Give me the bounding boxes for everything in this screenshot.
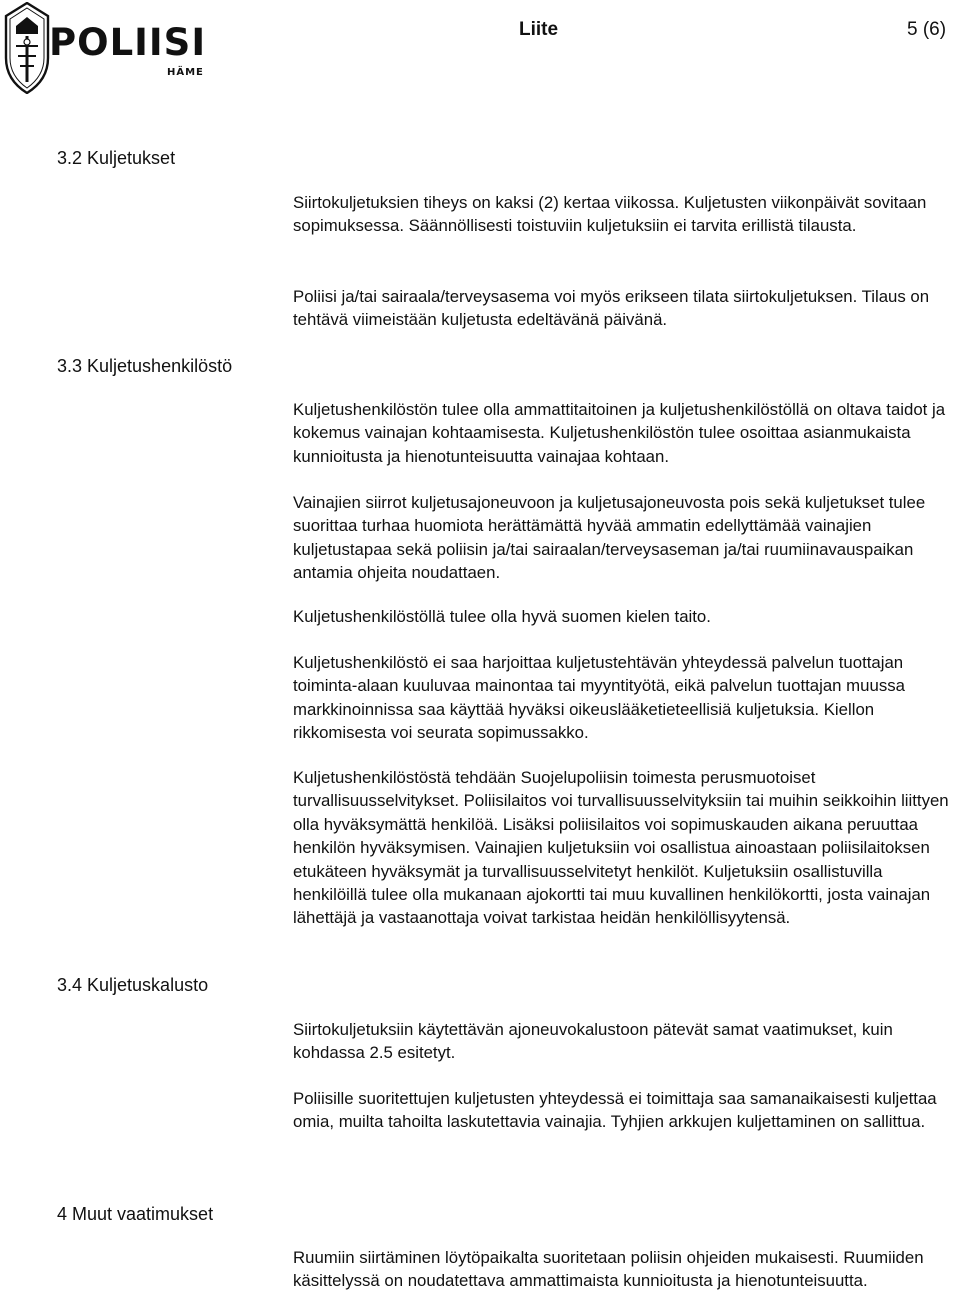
section-heading-3-3: 3.3 Kuljetushenkilöstö	[57, 356, 233, 376]
section-heading-3-2: 3.2 Kuljetukset	[57, 148, 176, 168]
section-heading-3-4: 3.4 Kuljetuskalusto	[57, 975, 209, 995]
section-3-3-paragraph: Kuljetushenkilöstöstä tehdään Suojelupoliisin toimesta perusmuotoiset turvallisuusselvitykset. Poliisilaitos voi turvallisuusselvityksiin tai muihin seikkoihin liittyen olla hyväksymättä henkilöä. Lisäksi poliisilaitos voi sopimuskauden aikana peruuttaa henkilön hyväksymisen. Vainajien kuljetuksiin voi osallistua ainoastaan poliisilaitoksen etukäteen hyväksymät ja turvallisuusselvitetyt henkilöt. Kuljetuksiin osallistuvilla henkilöillä tulee olla mukanaan ajokortti tai muu kuvallinen henkilökortti, josta vainajan lähettäjä ja vastaanottaja voivat tarkistaa heidän henkilöllisyytensä.	[293, 768, 949, 928]
poliisi-logo	[4, 2, 210, 94]
section-3-3-paragraph: Vainajien siirrot kuljetusajoneuvoon ja kuljetusajoneuvosta pois sekä kuljetukset tulee suorittaa turhaa huomiota herättämättä hyvää ammatin edellyttämää vainajien kuljetustapaa sekä poliisin ja/tai sairaalan/terveysaseman ja/tai ruumiinavauspaikan antamia ohjeita noudattaen.	[293, 493, 926, 583]
section-3-2-paragraph: Poliisi ja/tai sairaala/terveysasema voi myös erikseen tilata siirtokuljetuksen. Tilaus on tehtävä viimeistään kuljetusta edeltävänä päivänä.	[293, 287, 930, 330]
section-3-4-paragraph: Siirtokuljetuksiin käytettävän ajoneuvokalustoon pätevät samat vaatimukset, kuin kohdassa 2.5 esitetyt.	[293, 1020, 893, 1063]
document-type: Liite	[519, 19, 559, 40]
section-4-paragraph: Ruumiin siirtäminen löytöpaikalta suoritetaan poliisin ohjeiden mukaisesti. Ruumiiden käsittelyssä on noudatettava ammattimaista kunnioitusta ja hienotunteisuutta.	[293, 1248, 924, 1291]
section-3-3-paragraph: Kuljetushenkilöstöllä tulee olla hyvä suomen kielen taito.	[293, 607, 711, 626]
section-heading-4: 4 Muut vaatimukset	[57, 1204, 214, 1224]
section-3-4-paragraph: Poliisille suoritettujen kuljetusten yhteydessä ei toimittaja saa samanaikaisesti kuljettaa omia, muilta tahoilta laskutettavia vainajia. Tyhjien arkkujen kuljettaminen on sallittua.	[293, 1089, 937, 1132]
section-3-2-paragraph: Siirtokuljetuksien tiheys on kaksi (2) kertaa viikossa. Kuljetusten viikonpäivät sovitaan sopimuksessa. Säännöllisesti toistuviin kuljetuksiin ei tarvita erillistä tilausta.	[293, 193, 927, 236]
page-number: 5 (6)	[907, 19, 947, 40]
section-3-3-paragraph: Kuljetushenkilöstön tulee olla ammattitaitoinen ja kuljetushenkilöstöllä on oltava taidot ja kokemus vainajan kohtaamisesta. Kuljetushenkilöstön tulee osoittaa asianmukaista kunnioitusta ja hienotunteisuutta vainajaa kohtaan.	[293, 400, 946, 466]
logo-wordmark: POLIISI	[49, 21, 207, 64]
police-emblem-icon	[4, 2, 50, 94]
section-3-3-paragraph: Kuljetushenkilöstö ei saa harjoittaa kuljetustehtävän yhteydessä palvelun tuottajan toiminta-alaan kuuluvaa mainontaa tai myyntityötä, eikä palvelun tuottajan muussa markkinoinnissa saa käyttää hyväksi oikeuslääketieteellisiä kuljetuksia. Kiellon rikkomisesta voi seurata sopimussakko.	[293, 653, 905, 743]
logo-subtext: HÄME	[167, 67, 204, 78]
